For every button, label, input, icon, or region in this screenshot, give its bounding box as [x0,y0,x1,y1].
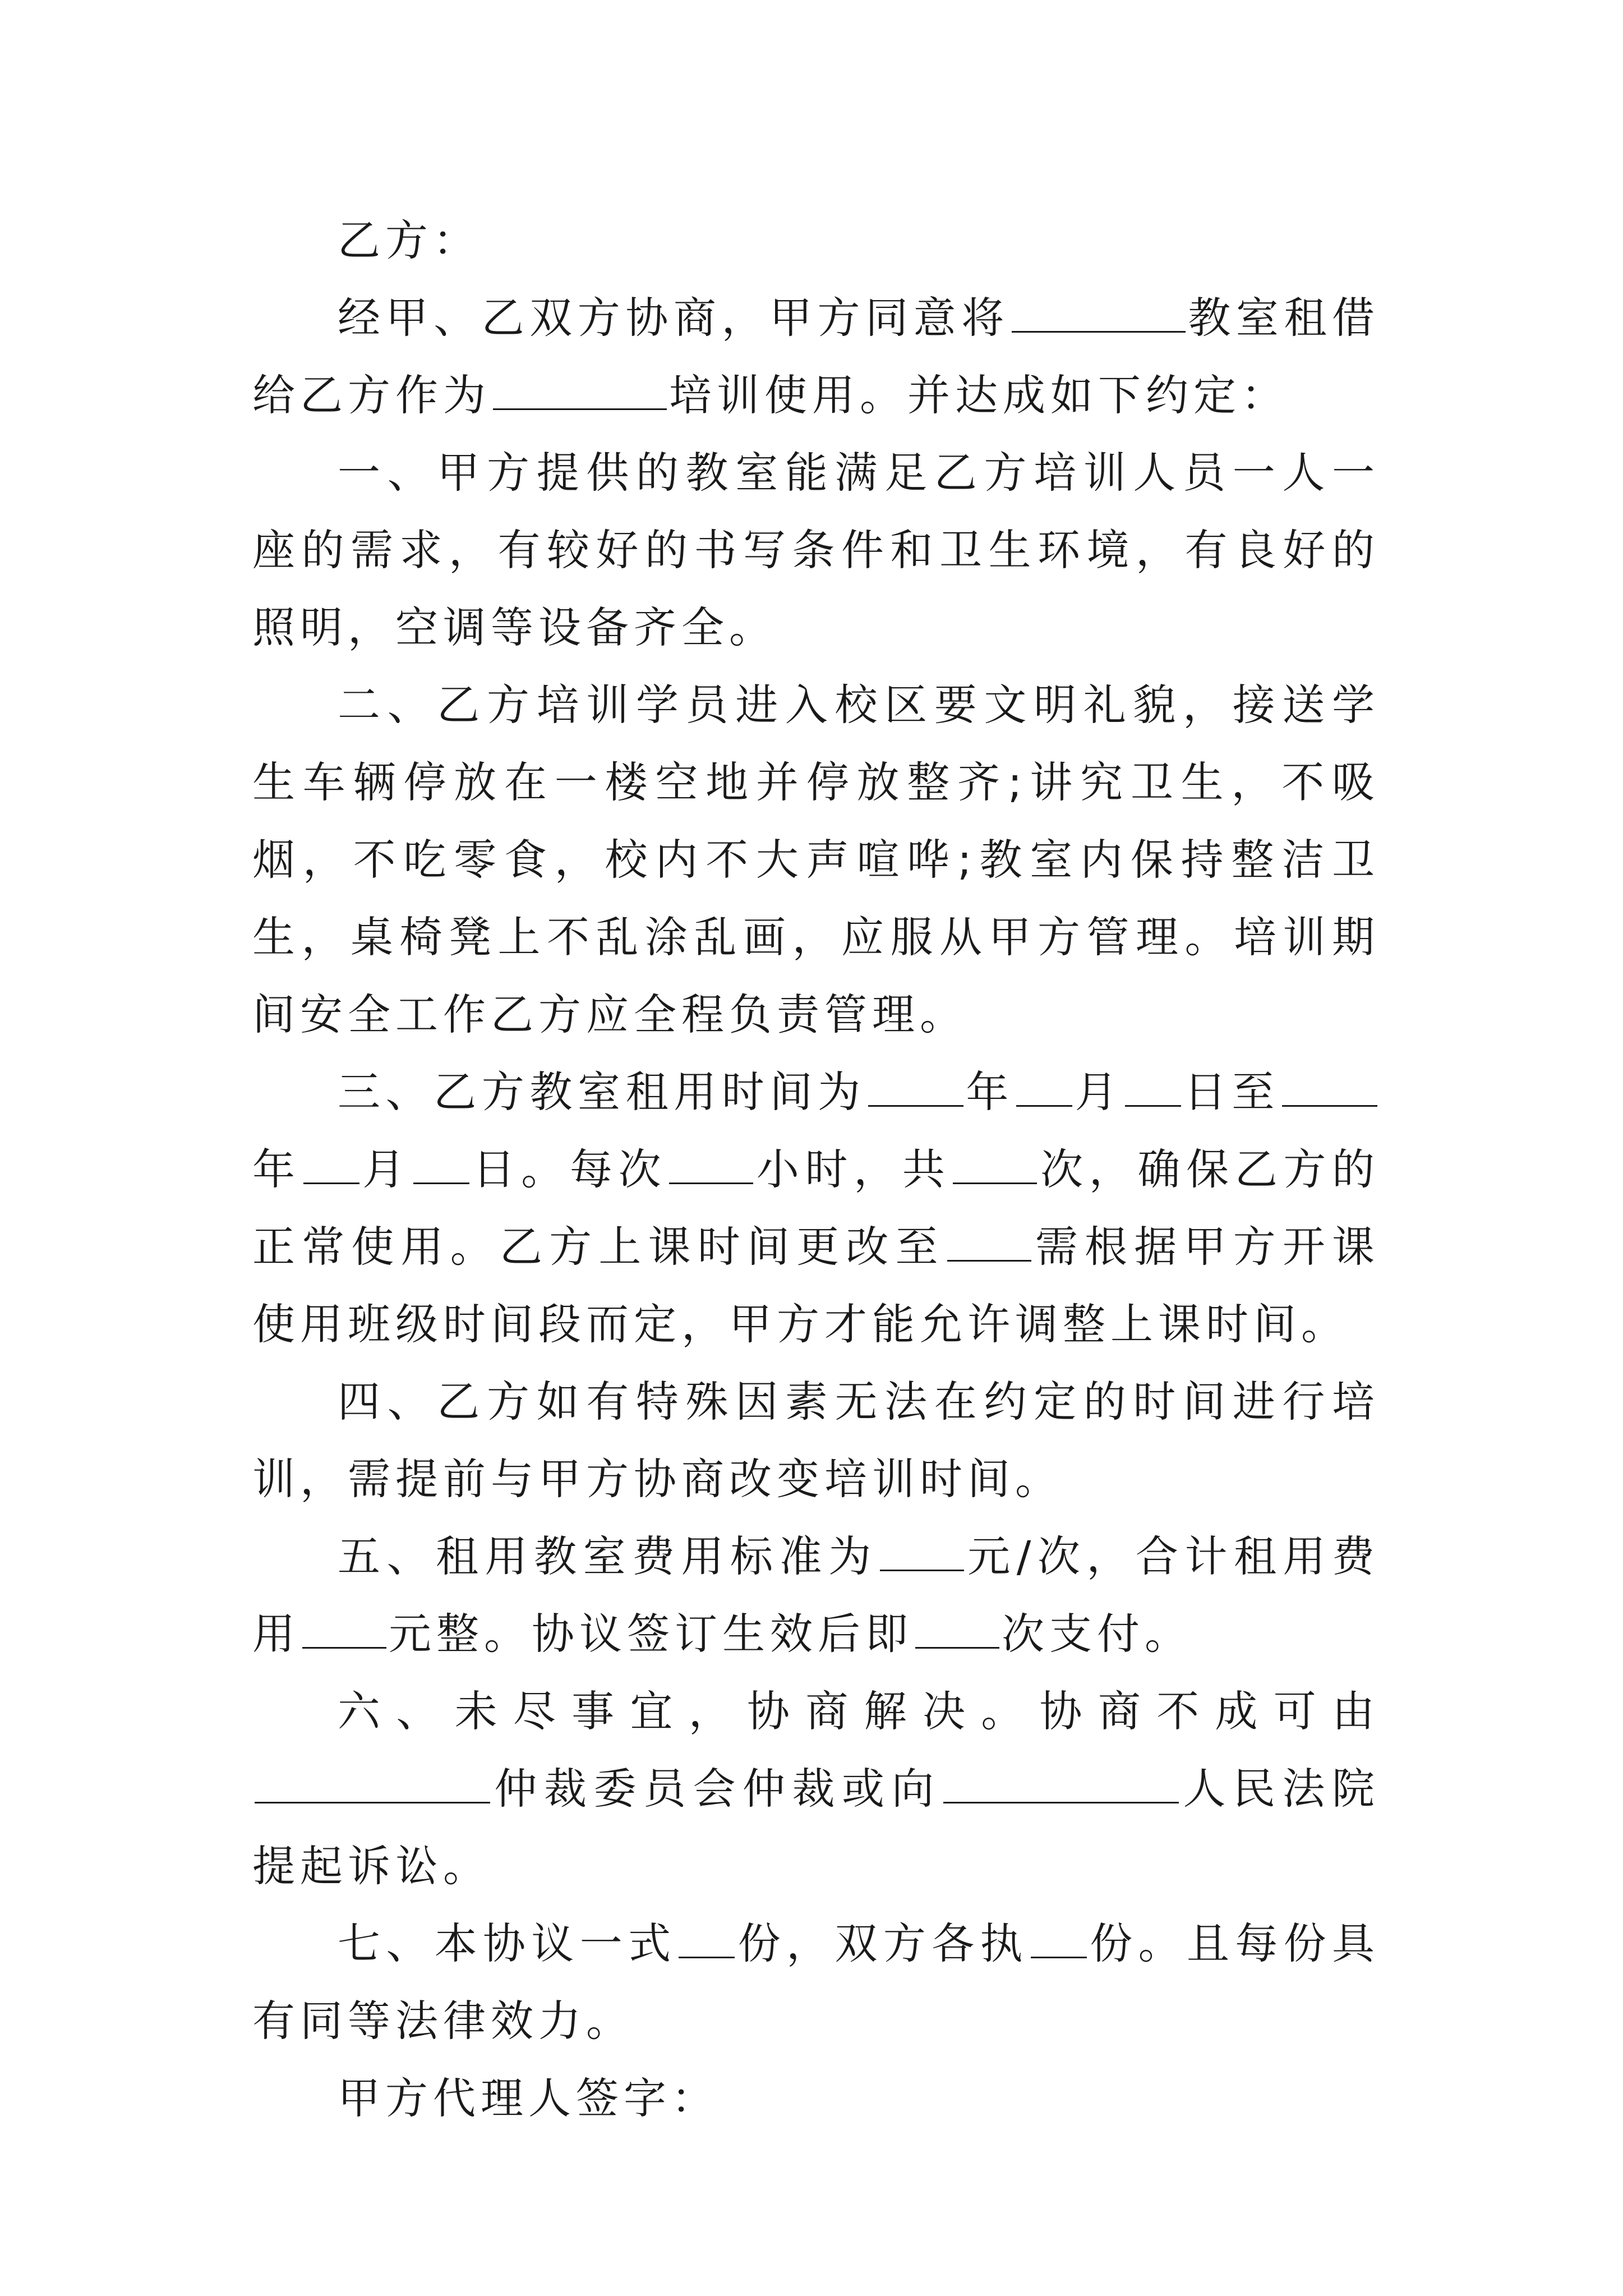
clause-7-text-3: 份。且每份具有同等法律效力。 [252,1918,1380,2046]
intro-text-1: 经甲、乙双方协商，甲方同意将 [338,293,1009,343]
copies-blank[interactable] [679,1920,735,1958]
signature-line [252,2060,1380,2137]
clause-2: 二、乙方培训学员进入校区要文明礼貌，接送学生车辆停放在一楼空地并停放整齐;讲究卫生，不吸烟，不吃零食，校内不大声喧哗;教室内保持整洁卫生，桌椅凳上不乱涂乱画，应服从甲方管理。培训期间安全工作乙方应全程负责管理。 [252,680,1380,1039]
start-year-blank[interactable] [868,1068,963,1107]
clause-4: 四、乙方如有特殊因素无法在约定的时间进行培训，需提前与甲方协商改变培训时间。 [252,1377,1380,1504]
month-label-2: 月 [361,1144,411,1194]
clause-6-text-3: 人民法院提起诉讼。 [252,1764,1380,1891]
party-a-signature-label: 甲方代理人签字： [338,2073,719,2123]
training-purpose-blank[interactable] [493,371,667,410]
total-fee-blank[interactable] [302,1610,386,1649]
party-b-line [252,202,1380,279]
arbitration-blank[interactable] [255,1765,490,1803]
clause-5-text-1: 五、租用教室费用标准为 [338,1531,878,1581]
day-label: 日。每次 [471,1144,667,1194]
clause-7-text-1: 七、本协议一式 [338,1918,677,1968]
clause-6 [252,1673,1380,1905]
year-label: 年 [965,1067,1014,1117]
month-label: 月 [1074,1067,1123,1117]
start-month-blank[interactable] [1016,1068,1072,1107]
clause-3 [252,1053,1380,1363]
clause-5-text-4: 次支付。 [1002,1609,1192,1659]
clause-7-text-2: 份，双方各执 [737,1918,1029,1968]
court-blank[interactable] [943,1765,1179,1803]
end-day-blank[interactable] [413,1145,469,1184]
class-time-blank[interactable] [947,1223,1031,1262]
payment-count-blank[interactable] [915,1610,999,1649]
intro-paragraph [252,279,1380,434]
clause-6-text-2: 仲裁委员会仲裁或向 [492,1764,941,1814]
day-to-label: 日至 [1183,1067,1280,1117]
clause-3-text-1: 三、乙方教室租用时间为 [338,1067,866,1117]
each-copies-blank[interactable] [1031,1920,1087,1958]
end-month-blank[interactable] [303,1145,359,1184]
clause-5-text-2: 元/次，合计租用费用 [252,1531,1380,1659]
clause-1: 一、甲方提供的教室能满足乙方培训人员一人一座的需求，有较好的书写条件和卫生环境，有良好的照明，空调等设备齐全。 [252,448,1380,652]
clause-6-text-1: 六、未尽事宜，协商解决。协商不成可由 [338,1686,1380,1736]
party-b-label: 乙方： [338,215,481,265]
clause-7 [252,1905,1380,2060]
start-day-blank[interactable] [1125,1068,1181,1107]
intro-text-3: 培训使用。并达成如下约定： [669,370,1289,420]
times-blank[interactable] [953,1145,1037,1184]
hours-label: 小时，共 [755,1144,951,1194]
year-label-2: 年 [252,1144,301,1194]
intro-text-2: 教室租借给乙方作为 [252,293,1380,420]
end-year-blank[interactable] [1282,1068,1377,1107]
clause-3-tail: 需根据甲方开课使用班级时间段而定，甲方才能允许调整上课时间。 [252,1222,1380,1349]
times-label: 次，确保乙方的正常使用。乙方上课时间更改至 [252,1144,1380,1272]
clause-5 [252,1518,1380,1673]
contract-document [252,202,1380,2137]
hours-blank[interactable] [669,1145,753,1184]
clause-5-text-3: 元整。协议签订生效后即 [389,1609,913,1659]
fee-per-session-blank[interactable] [880,1533,964,1571]
classroom-blank[interactable] [1012,294,1186,333]
